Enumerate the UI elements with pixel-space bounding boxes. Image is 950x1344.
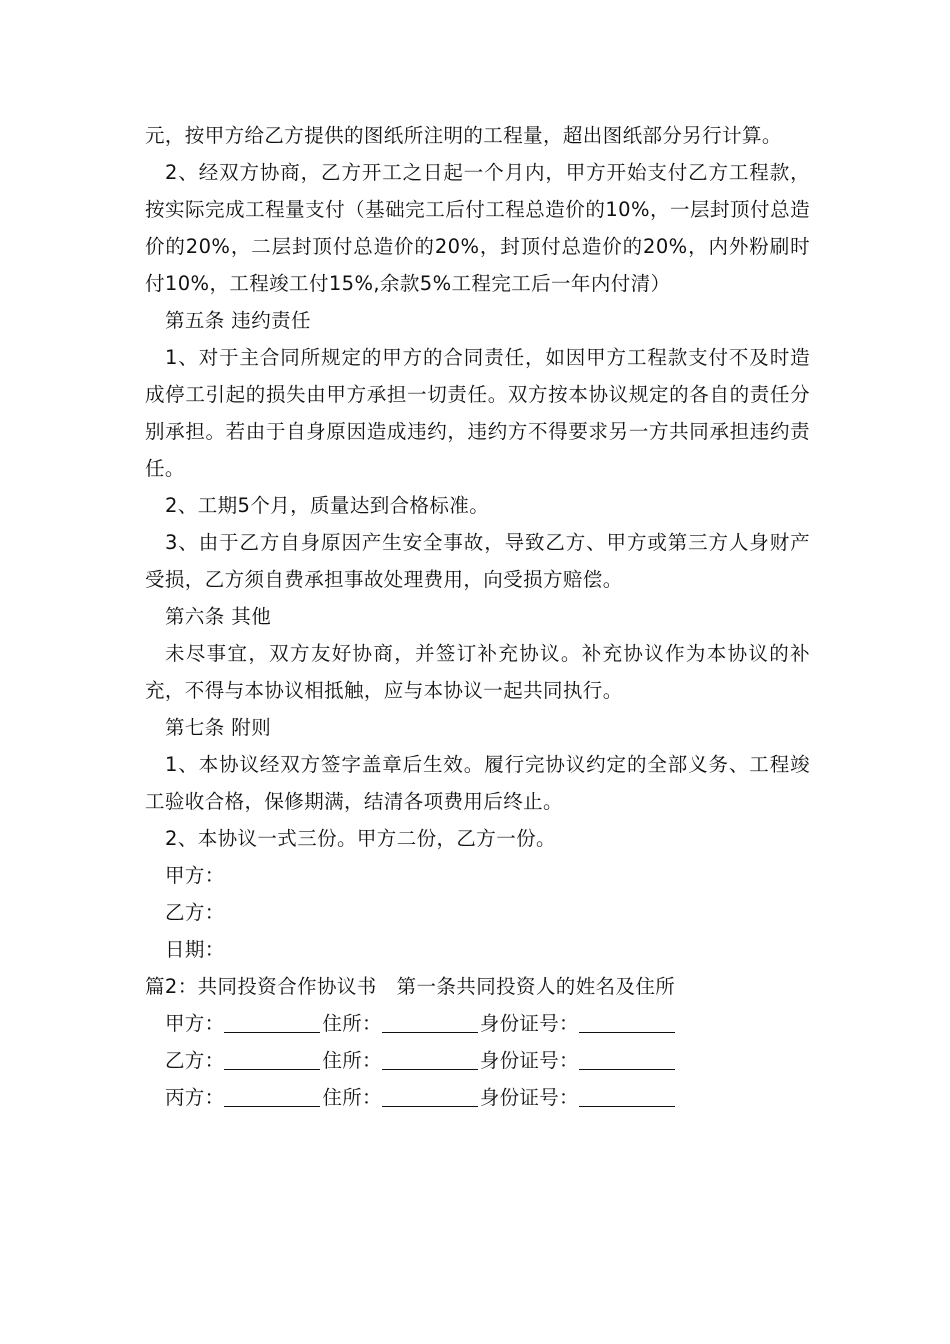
- address-label: 住所：: [322, 1012, 382, 1035]
- id-label: 身份证号：: [479, 1086, 579, 1109]
- id-label: 身份证号：: [479, 1012, 579, 1035]
- id-blank: [579, 1012, 675, 1033]
- party-label: 甲方：: [165, 1012, 225, 1035]
- name-blank: [224, 1049, 320, 1070]
- name-blank: [224, 1086, 320, 1107]
- address-blank: [382, 1049, 478, 1070]
- paragraph-liability-3: 3、由于乙方自身原因产生安全事故，导致乙方、甲方或第三方人身财产受损，乙方须自费承担事故处理费用，向受损方赔偿。: [145, 531, 810, 591]
- address-blank: [382, 1086, 478, 1107]
- party-row-b: [145, 1042, 810, 1079]
- id-blank: [579, 1086, 675, 1107]
- party-label: 乙方：: [165, 1049, 225, 1072]
- party-label: 丙方：: [165, 1086, 225, 1109]
- party-row-c: [145, 1079, 810, 1116]
- signature-party-b-label: 乙方：: [165, 901, 225, 924]
- section-heading-article-6: 第六条 其他: [165, 605, 272, 628]
- paragraph-continuation: 元，按甲方给乙方提供的图纸所注明的工程量，超出图纸部分另行计算。: [145, 124, 782, 147]
- section-heading-article-5: 第五条 违约责任: [165, 309, 311, 332]
- document-body: [145, 117, 810, 1116]
- name-blank: [224, 1012, 320, 1033]
- party-row-a: [145, 1005, 810, 1042]
- section-heading-article-7: 第七条 附则: [165, 716, 272, 739]
- address-blank: [382, 1012, 478, 1033]
- signature-party-a-label: 甲方：: [165, 864, 225, 887]
- paragraph-liability-1: 1、对于主合同所规定的甲方的合同责任，如因甲方工程款支付不及时造成停工引起的损失由甲方承担一切责任。双方按本协议规定的各自的责任分别承担。若由于自身原因造成违约，违约方不得要求另一方共同承担违约责任。: [145, 346, 810, 480]
- signature-date-label: 日期：: [165, 938, 225, 961]
- id-blank: [579, 1049, 675, 1070]
- address-label: 住所：: [322, 1049, 382, 1072]
- section-heading-part-2: 篇2：共同投资合作协议书 第一条共同投资人的姓名及住所: [145, 975, 676, 998]
- id-label: 身份证号：: [479, 1049, 579, 1072]
- paragraph-payment-terms: 2、经双方协商，乙方开工之日起一个月内，甲方开始支付乙方工程款，按实际完成工程量支付（基础完工后付工程总造价的10%，一层封顶付总造价的20%，二层封顶付总造价的20%，封顶付总造价的20%，内外粉刷时付10%，工程竣工付15%,余款5%工程完工后一年内付清）: [145, 161, 810, 295]
- paragraph-liability-2: 2、工期5个月，质量达到合格标准。: [165, 494, 490, 517]
- paragraph-supplementary-1: 1、本协议经双方签字盖章后生效。履行完协议约定的全部义务、工程竣工验收合格，保修期满，结清各项费用后终止。: [145, 753, 810, 813]
- paragraph-supplementary-2: 2、本协议一式三份。甲方二份，乙方一份。: [165, 827, 556, 850]
- paragraph-other: 未尽事宜，双方友好协商，并签订补充协议。补充协议作为本协议的补充，不得与本协议相抵触，应与本协议一起共同执行。: [145, 642, 810, 702]
- address-label: 住所：: [322, 1086, 382, 1109]
